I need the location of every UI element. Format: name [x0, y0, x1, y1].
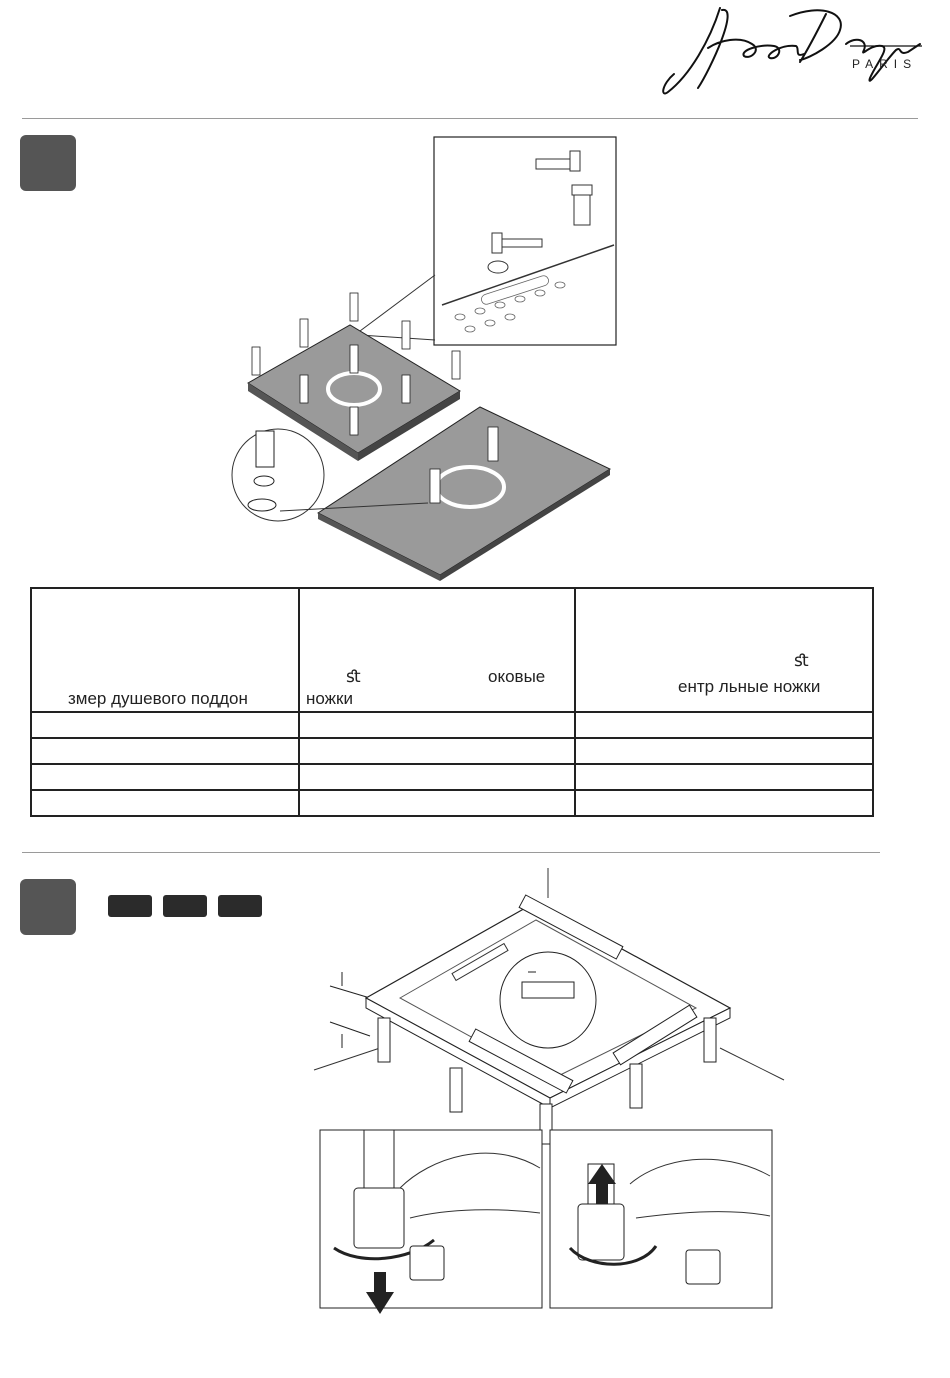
table-cell [575, 790, 873, 816]
table-row [31, 712, 873, 738]
table-cell [31, 712, 299, 738]
black-tag-3 [218, 895, 262, 917]
black-tag-2 [163, 895, 207, 917]
table-cell [31, 790, 299, 816]
black-tag-1 [108, 895, 152, 917]
table-cell [575, 738, 873, 764]
step-2-box [20, 879, 76, 935]
header-side-feet: ﬆ оковые ножки [299, 588, 575, 712]
step-1-box [20, 135, 76, 191]
tray-size-table [30, 587, 874, 817]
level-detail-circle [500, 952, 596, 1048]
header-central-feet: ﬆ ентр льные ножки [575, 588, 873, 712]
detail-circle [232, 429, 324, 521]
top-divider [22, 118, 918, 119]
assembly-illustration [230, 135, 630, 585]
table-cell [299, 738, 575, 764]
table-cell [31, 764, 299, 790]
table-cell [575, 712, 873, 738]
table-cell [31, 738, 299, 764]
table-cell [299, 712, 575, 738]
middle-divider [22, 852, 880, 853]
table-cell [575, 764, 873, 790]
table-cell [299, 764, 575, 790]
brand-logo-signature [650, 0, 930, 100]
table-header-row [31, 588, 873, 712]
table-row [31, 790, 873, 816]
table-row [31, 738, 873, 764]
leveling-illustration [300, 868, 790, 1320]
detail-box-lower [320, 1130, 542, 1308]
brand-city: PARIS [852, 57, 918, 71]
table-row [31, 764, 873, 790]
table-cell [299, 790, 575, 816]
header-tray-size: змер душевого поддон [31, 588, 299, 712]
